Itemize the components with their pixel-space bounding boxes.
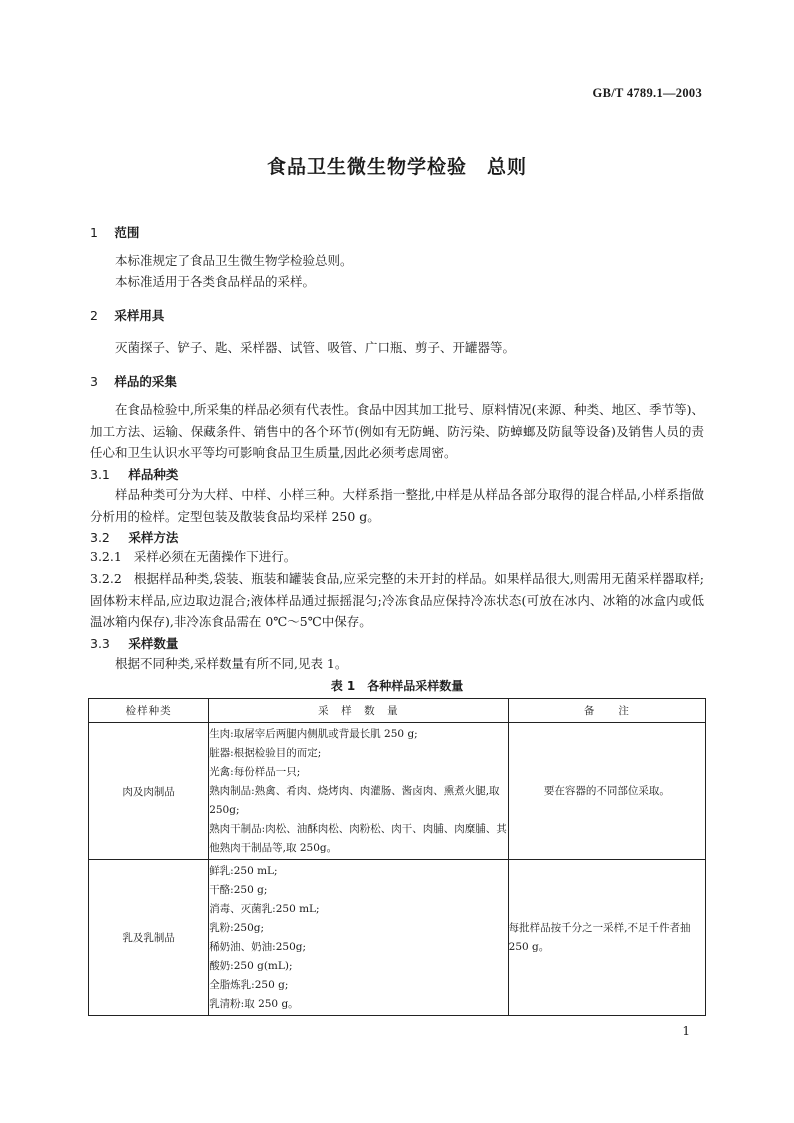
- row-item: 消毒、灭菌乳:250 mL;: [209, 902, 320, 915]
- row-item: 熟肉制品:熟禽、肴肉、烧烤肉、肉灌肠、酱卤肉、熏煮火腿,取 250g;: [209, 784, 500, 816]
- section-3-2-2-text: 根据样品种类,袋装、瓶装和罐装食品,应采完整的未开封的样品。如果样品很大,则需用无菌采样器取样;固体粉末样品,应边取边混合;液体样品通过振摇混匀;冷冻食品应保持冷冻状态(可放在冰内、冰箱的冰盒内或低温冰箱内保存),非冷冻食品需在 0℃～5℃中保存。: [90, 571, 704, 629]
- row-item: 乳清粉:取 250 g。: [209, 997, 299, 1010]
- document-title: 食品卫生微生物学检验 总则: [266, 156, 527, 178]
- section-3-1-heading: [90, 465, 178, 483]
- section-3-2-heading: [90, 528, 178, 546]
- sample-quantity-table: [88, 698, 706, 1016]
- section-2-text: 灭菌探子、铲子、匙、采样器、试管、吸管、广口瓶、剪子、开罐器等。: [115, 340, 516, 355]
- header-quantity: 采 样 数 量: [209, 699, 508, 723]
- section-3-1-paragraph: 样品种类可分为大样、中样、小样三种。大样系指一整批,中样是从样品各部分取得的混合样品,小样系指做分析用的检样。定型包装及散装食品均采样 250 g。: [90, 487, 704, 524]
- section-3-heading: [90, 372, 177, 390]
- standard-code: GB/T 4789.1—2003: [592, 86, 702, 100]
- row-category: 乳及乳制品: [89, 860, 209, 1016]
- section-1-heading: [90, 223, 139, 241]
- section-3-1-number: 3.1: [90, 467, 110, 482]
- table-header-row: [89, 699, 706, 723]
- section-3-2-2: [90, 568, 704, 633]
- section-3-3-number: 3.3: [90, 636, 110, 651]
- page-number: 1: [682, 1024, 690, 1038]
- section-3-2-1-number: 3.2.1: [90, 549, 122, 564]
- row-item: 鲜乳:250 mL;: [209, 864, 278, 877]
- section-3-2-number: 3.2: [90, 530, 110, 545]
- section-1-line-1: 本标准规定了食品卫生微生物学检验总则。: [115, 253, 353, 268]
- row-item: 脏器:根据检验目的而定;: [209, 746, 322, 759]
- table-caption: 表 1 各种样品采样数量: [330, 679, 464, 693]
- section-3-2-title: 采样方法: [128, 530, 179, 545]
- section-3-3-heading: [90, 634, 178, 652]
- row-item: 酸奶:250 g(mL);: [209, 959, 293, 972]
- row-note: 要在容器的不同部位采取。: [508, 723, 705, 860]
- section-1-number: 1: [90, 225, 98, 240]
- header-category: 检样种类: [89, 699, 209, 723]
- section-3-2-1-text: 采样必须在无菌操作下进行。: [133, 549, 297, 564]
- section-3-1-title: 样品种类: [128, 467, 179, 482]
- row-note: 每批样品按千分之一采样,不足千件者抽 250 g。: [508, 860, 705, 1016]
- row-item: 生肉:取屠宰后两腿内侧肌或背最长肌 250 g;: [209, 727, 418, 740]
- row-item: 全脂炼乳:250 g;: [209, 978, 289, 991]
- section-1-line-2: 本标准适用于各类食品样品的采样。: [115, 274, 316, 289]
- section-3-3-title: 采样数量: [128, 636, 179, 651]
- section-2-title: 采样用具: [114, 308, 165, 323]
- row-item: 干酪:250 g;: [209, 883, 268, 896]
- section-2-heading: [90, 306, 164, 324]
- section-3-number: 3: [90, 374, 98, 389]
- table-row: [89, 860, 706, 1016]
- row-item: 光禽:每份样品一只;: [209, 765, 301, 778]
- row-item: 乳粉:250g;: [209, 921, 265, 934]
- row-category: 肉及肉制品: [89, 723, 209, 860]
- row-items: [209, 860, 508, 1016]
- row-items: [209, 723, 508, 860]
- header-note: 备 注: [508, 699, 705, 723]
- section-3-3-text: 根据不同种类,采样数量有所不同,见表 1。: [115, 656, 348, 671]
- section-2-number: 2: [90, 308, 98, 323]
- row-item: 熟肉干制品:肉松、油酥肉松、肉粉松、肉干、肉脯、肉糜脯、其他熟肉干制品等,取 250g。: [209, 822, 507, 854]
- table-row: [89, 723, 706, 860]
- section-3-2-2-number: 3.2.2: [90, 571, 122, 586]
- section-1-title: 范围: [114, 225, 140, 240]
- section-3-paragraph: 在食品检验中,所采集的样品必须有代表性。食品中因其加工批号、原料情况(来源、种类、地区、季节等)、加工方法、运输、保藏条件、销售中的各个环节(例如有无防蝇、防污染、防蟑螂及防鼠等设备)及销售人员的责任心和卫生认识水平等均可影响食品卫生质量,因此必须考虑周密。: [90, 402, 704, 460]
- section-3-2-1: [90, 546, 296, 568]
- section-3-title: 样品的采集: [114, 374, 177, 389]
- row-item: 稀奶油、奶油:250g;: [209, 940, 307, 953]
